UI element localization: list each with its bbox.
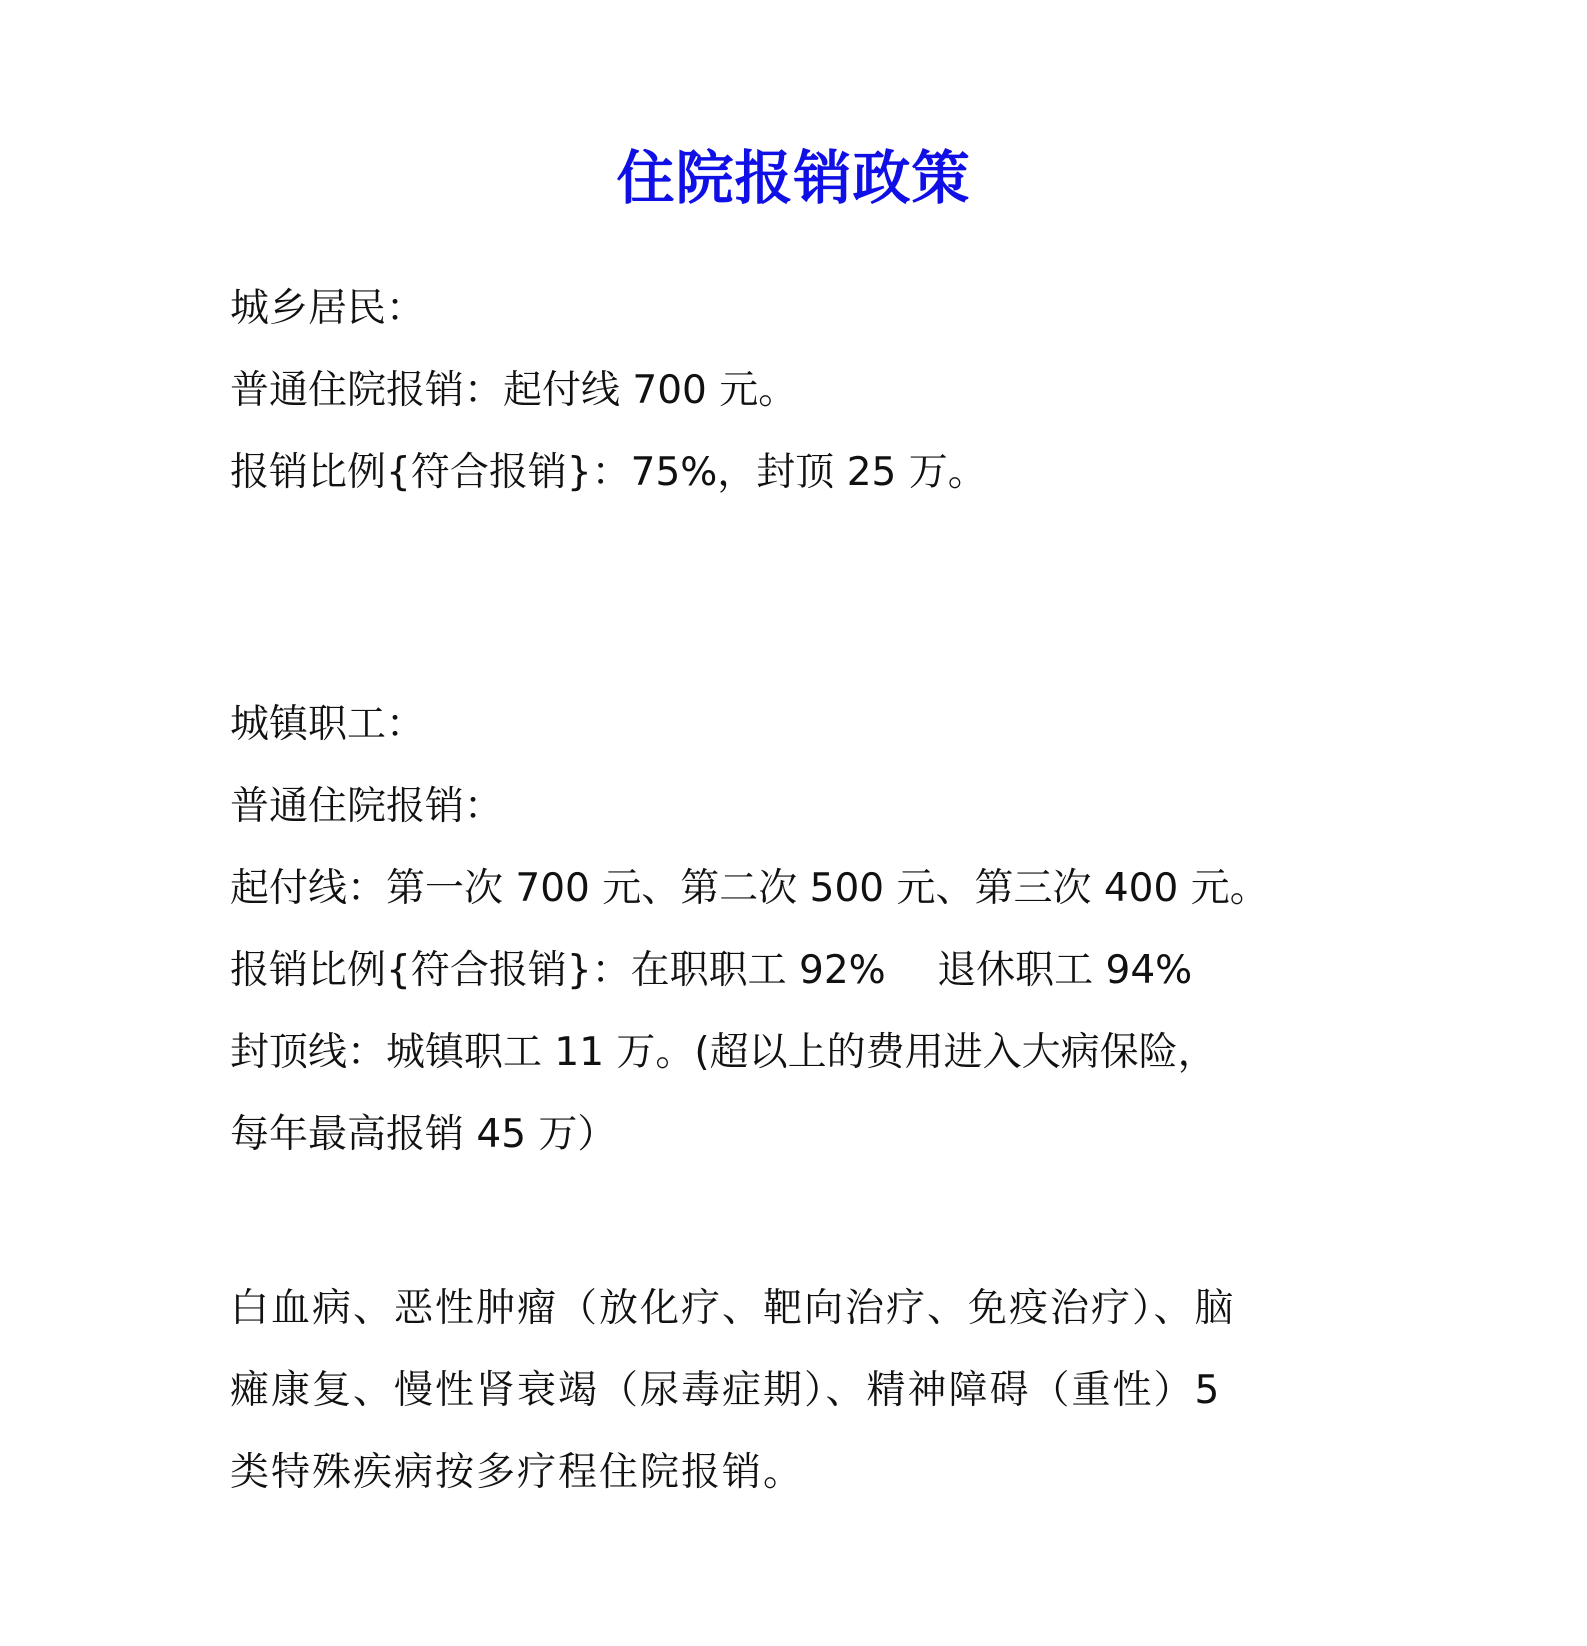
policy-line: 起付线：第一次 700 元、第二次 500 元、第三次 400 元。 xyxy=(230,866,1269,911)
policy-line: 普通住院报销：起付线 700 元。 xyxy=(230,368,798,413)
special-diseases-section xyxy=(230,1268,1410,1514)
policy-line: 封顶线：城镇职工 11 万。(超以上的费用进入大病保险， xyxy=(230,1030,1217,1075)
policy-line: 白血病、恶性肿瘤（放化疗、靶向治疗、免疫治疗）、脑 xyxy=(230,1286,1236,1331)
policy-line: 报销比例{符合报销}：在职职工 92% 退休职工 94% xyxy=(230,948,1193,993)
policy-line: 普通住院报销： xyxy=(230,784,504,829)
policy-line: 瘫康复、慢性肾衰竭（尿毒症期）、精神障碍（重性）5 xyxy=(230,1368,1222,1413)
section-heading: 城乡居民： xyxy=(230,286,426,331)
policy-line: 每年最高报销 45 万） xyxy=(230,1112,617,1157)
urban-rural-residents-section xyxy=(230,268,1410,514)
policy-line: 类特殊疾病按多疗程住院报销。 xyxy=(230,1450,805,1495)
section-heading: 城镇职工： xyxy=(230,702,426,747)
policy-line: 报销比例{符合报销}：75%，封顶 25 万。 xyxy=(230,450,987,495)
urban-employees-section xyxy=(230,684,1410,1176)
page-title: 住院报销政策 xyxy=(616,144,971,212)
